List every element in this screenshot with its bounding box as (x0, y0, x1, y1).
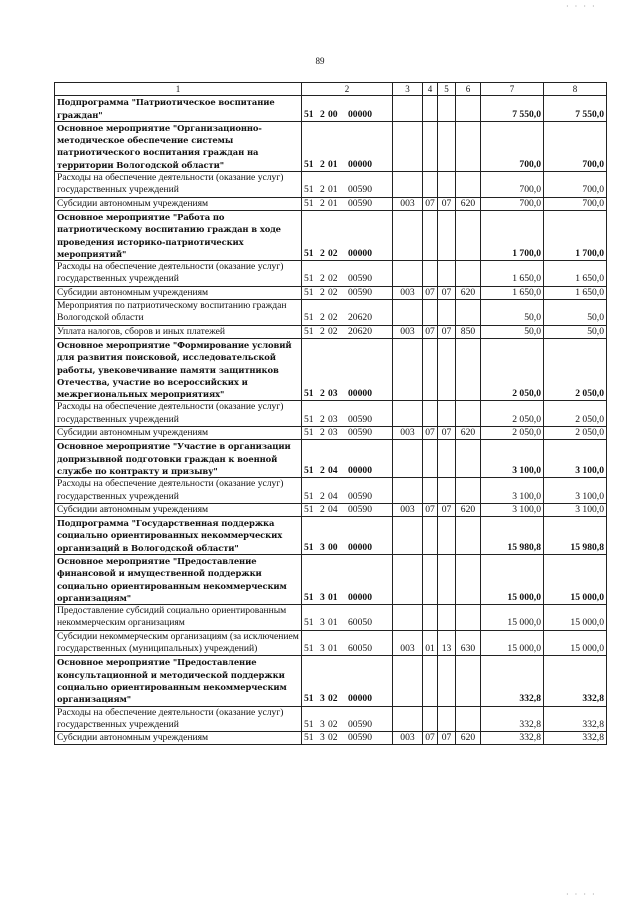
row-section (423, 478, 438, 504)
row-grbs (393, 338, 423, 400)
code-part: 00590 (348, 286, 372, 298)
row-grbs (393, 478, 423, 504)
row-section: 07 (423, 503, 438, 516)
code-part: 02 (328, 312, 338, 324)
row-section (423, 656, 438, 706)
row-section: 07 (423, 286, 438, 299)
row-name: Расходы на обеспечение деятельности (оказание услуг) государственных учреждений (55, 401, 302, 427)
table-row (55, 197, 607, 210)
row-amount-col8: 3 100,0 (544, 440, 607, 478)
row-name: Подпрограмма "Государственная поддержка социально ориентированных некоммерческих организаций в Вологодской области" (55, 517, 302, 555)
row-expense-type (456, 440, 481, 478)
row-amount-col8: 1 650,0 (544, 286, 607, 299)
row-amount-col8: 1 700,0 (544, 210, 607, 260)
row-grbs: 003 (393, 325, 423, 338)
row-amount-col8: 15 000,0 (544, 630, 607, 656)
code-part: 02 (328, 325, 338, 337)
row-amount-col8: 15 000,0 (544, 554, 607, 604)
code-part: 03 (328, 388, 338, 400)
row-subsection: 07 (438, 197, 456, 210)
row-subsection: 07 (438, 732, 456, 745)
row-expense-type: 620 (456, 503, 481, 516)
row-grbs: 003 (393, 197, 423, 210)
row-amount-col8: 3 100,0 (544, 478, 607, 504)
code-part: 2 (320, 427, 325, 439)
code-part: 00590 (348, 718, 372, 730)
row-amount-col7: 3 100,0 (481, 478, 544, 504)
row-target-code (302, 121, 393, 171)
row-amount-col7: 700,0 (481, 121, 544, 171)
code-part: 2 (320, 388, 325, 400)
row-amount-col8: 700,0 (544, 121, 607, 171)
code-part: 51 (304, 693, 314, 705)
code-part: 02 (328, 693, 338, 705)
row-expense-type (456, 706, 481, 732)
row-target-code (302, 517, 393, 555)
row-section (423, 172, 438, 198)
row-expense-type (456, 401, 481, 427)
row-amount-col7: 332,8 (481, 706, 544, 732)
table-row (55, 261, 607, 287)
code-part: 02 (328, 286, 338, 298)
code-part: 00000 (348, 693, 372, 705)
row-section (423, 300, 438, 326)
row-name: Основное мероприятие "Участие в организации допризывной подготовки граждан к военной службе по контракту и призыву" (55, 440, 302, 478)
code-part: 01 (328, 184, 338, 196)
table-row (55, 210, 607, 260)
table-row (55, 172, 607, 198)
row-amount-col8: 332,8 (544, 656, 607, 706)
row-section (423, 261, 438, 287)
row-name: Субсидии некоммерческим организациям (за исключением государственных (муниципальных) учреждений) (55, 630, 302, 656)
row-grbs: 003 (393, 732, 423, 745)
row-subsection: 07 (438, 427, 456, 440)
row-expense-type: 630 (456, 630, 481, 656)
row-target-code (302, 172, 393, 198)
table-row (55, 440, 607, 478)
row-amount-col7: 1 650,0 (481, 261, 544, 287)
code-part: 00590 (348, 503, 372, 515)
row-section (423, 96, 438, 122)
header-cell: 8 (544, 83, 607, 96)
row-target-code (302, 261, 393, 287)
row-name: Субсидии автономным учреждениям (55, 503, 302, 516)
code-part: 2 (320, 158, 325, 170)
code-part: 00590 (348, 197, 372, 209)
code-part: 00 (328, 541, 338, 553)
row-subsection (438, 605, 456, 631)
table-header-row (55, 83, 607, 96)
code-part: 51 (304, 273, 314, 285)
table-row (55, 656, 607, 706)
row-expense-type (456, 554, 481, 604)
row-amount-col7: 700,0 (481, 172, 544, 198)
row-name: Расходы на обеспечение деятельности (оказание услуг) государственных учреждений (55, 172, 302, 198)
row-grbs (393, 96, 423, 122)
code-part: 01 (328, 643, 338, 655)
header-cell: 1 (55, 83, 302, 96)
row-amount-col7: 700,0 (481, 197, 544, 210)
row-amount-col8: 2 050,0 (544, 401, 607, 427)
row-subsection (438, 440, 456, 478)
code-part: 51 (304, 388, 314, 400)
table-row (55, 121, 607, 171)
table-row (55, 286, 607, 299)
code-part: 02 (328, 718, 338, 730)
header-cell: 6 (456, 83, 481, 96)
header-cell: 5 (438, 83, 456, 96)
row-target-code (302, 630, 393, 656)
row-expense-type (456, 517, 481, 555)
scan-mark-top: · · · · (566, 2, 597, 11)
code-part: 2 (320, 413, 325, 425)
row-amount-col8: 700,0 (544, 172, 607, 198)
row-name: Основное мероприятие "Предоставление консультационной и методической поддержки социально ориентированным некоммерческим организациям" (55, 656, 302, 706)
row-target-code (302, 325, 393, 338)
table-row (55, 503, 607, 516)
code-part: 2 (320, 490, 325, 502)
row-amount-col8: 1 650,0 (544, 261, 607, 287)
row-name: Субсидии автономным учреждениям (55, 197, 302, 210)
row-amount-col8: 2 050,0 (544, 338, 607, 400)
row-subsection (438, 96, 456, 122)
row-amount-col8: 2 050,0 (544, 427, 607, 440)
code-part: 51 (304, 503, 314, 515)
code-part: 00590 (348, 732, 372, 744)
code-part: 2 (320, 286, 325, 298)
row-target-code (302, 605, 393, 631)
row-target-code (302, 554, 393, 604)
code-part: 51 (304, 464, 314, 476)
code-part: 2 (320, 312, 325, 324)
row-amount-col7: 15 980,8 (481, 517, 544, 555)
row-grbs (393, 440, 423, 478)
row-target-code (302, 503, 393, 516)
code-part: 00590 (348, 427, 372, 439)
code-part: 51 (304, 617, 314, 629)
code-part: 51 (304, 413, 314, 425)
row-grbs (393, 656, 423, 706)
row-amount-col8: 50,0 (544, 325, 607, 338)
row-subsection: 07 (438, 286, 456, 299)
code-part: 51 (304, 591, 314, 603)
row-subsection (438, 172, 456, 198)
code-part: 04 (328, 490, 338, 502)
row-amount-col7: 2 050,0 (481, 338, 544, 400)
code-part: 00590 (348, 413, 372, 425)
page-number: 89 (315, 56, 325, 66)
header-cell: 2 (302, 83, 393, 96)
row-section (423, 121, 438, 171)
row-expense-type (456, 300, 481, 326)
table-row (55, 300, 607, 326)
code-part: 00590 (348, 184, 372, 196)
row-subsection (438, 210, 456, 260)
row-name: Основное мероприятие "Формирование условий для развития поисковой, исследовательской работы, увековечивание памяти защитников Отечества, участие во всероссийских и межрегиональных мероприятиях" (55, 338, 302, 400)
row-expense-type (456, 210, 481, 260)
row-amount-col7: 15 000,0 (481, 605, 544, 631)
row-grbs (393, 300, 423, 326)
row-amount-col7: 332,8 (481, 656, 544, 706)
table-row (55, 554, 607, 604)
row-expense-type: 850 (456, 325, 481, 338)
row-subsection (438, 478, 456, 504)
row-section: 07 (423, 427, 438, 440)
table-row (55, 732, 607, 745)
table-row (55, 630, 607, 656)
row-section (423, 440, 438, 478)
row-amount-col8: 332,8 (544, 732, 607, 745)
code-part: 02 (328, 273, 338, 285)
code-part: 60050 (348, 617, 372, 629)
code-part: 02 (328, 732, 338, 744)
row-grbs: 003 (393, 503, 423, 516)
row-expense-type: 620 (456, 197, 481, 210)
row-section: 07 (423, 732, 438, 745)
row-name: Расходы на обеспечение деятельности (оказание услуг) государственных учреждений (55, 478, 302, 504)
code-part: 00000 (348, 108, 372, 120)
row-amount-col8: 15 980,8 (544, 517, 607, 555)
code-part: 3 (320, 732, 325, 744)
row-amount-col7: 332,8 (481, 732, 544, 745)
row-grbs (393, 121, 423, 171)
code-part: 3 (320, 693, 325, 705)
code-part: 02 (328, 247, 338, 259)
code-part: 00590 (348, 273, 372, 285)
row-target-code (302, 427, 393, 440)
code-part: 00590 (348, 490, 372, 502)
row-grbs (393, 261, 423, 287)
row-section: 07 (423, 325, 438, 338)
row-expense-type: 620 (456, 427, 481, 440)
row-name: Предоставление субсидий социально ориентированным некоммерческим организациям (55, 605, 302, 631)
code-part: 51 (304, 197, 314, 209)
row-amount-col8: 3 100,0 (544, 503, 607, 516)
row-subsection (438, 554, 456, 604)
row-target-code (302, 478, 393, 504)
row-grbs (393, 210, 423, 260)
code-part: 51 (304, 732, 314, 744)
code-part: 51 (304, 643, 314, 655)
code-part: 51 (304, 718, 314, 730)
table-row (55, 427, 607, 440)
row-amount-col7: 2 050,0 (481, 401, 544, 427)
code-part: 3 (320, 643, 325, 655)
code-part: 00000 (348, 158, 372, 170)
row-grbs (393, 172, 423, 198)
row-amount-col7: 15 000,0 (481, 630, 544, 656)
row-target-code (302, 96, 393, 122)
table-row (55, 478, 607, 504)
row-amount-col7: 50,0 (481, 300, 544, 326)
table-row (55, 338, 607, 400)
row-section (423, 605, 438, 631)
row-grbs: 003 (393, 427, 423, 440)
code-part: 2 (320, 325, 325, 337)
code-part: 3 (320, 617, 325, 629)
row-expense-type (456, 172, 481, 198)
row-section: 01 (423, 630, 438, 656)
code-part: 2 (320, 184, 325, 196)
row-subsection (438, 338, 456, 400)
row-expense-type (456, 605, 481, 631)
code-part: 00000 (348, 541, 372, 553)
row-grbs (393, 554, 423, 604)
row-name: Основное мероприятие "Работа по патриотическому воспитанию граждан в ходе проведения историко-патриотических мероприятий" (55, 210, 302, 260)
row-subsection (438, 300, 456, 326)
row-expense-type (456, 338, 481, 400)
code-part: 01 (328, 158, 338, 170)
row-expense-type (456, 96, 481, 122)
row-amount-col8: 700,0 (544, 197, 607, 210)
code-part: 00000 (348, 591, 372, 603)
code-part: 01 (328, 197, 338, 209)
row-amount-col8: 50,0 (544, 300, 607, 326)
code-part: 00000 (348, 388, 372, 400)
row-expense-type (456, 121, 481, 171)
code-part: 00 (328, 108, 338, 120)
header-cell: 7 (481, 83, 544, 96)
row-amount-col8: 332,8 (544, 706, 607, 732)
row-expense-type (456, 656, 481, 706)
code-part: 3 (320, 591, 325, 603)
row-grbs (393, 401, 423, 427)
row-amount-col7: 50,0 (481, 325, 544, 338)
row-amount-col7: 1 700,0 (481, 210, 544, 260)
table-row (55, 325, 607, 338)
code-part: 51 (304, 247, 314, 259)
code-part: 2 (320, 247, 325, 259)
row-name: Мероприятия по патриотическому воспитанию граждан Вологодской области (55, 300, 302, 326)
code-part: 01 (328, 591, 338, 603)
code-part: 2 (320, 273, 325, 285)
code-part: 51 (304, 184, 314, 196)
row-name: Подпрограмма "Патриотическое воспитание граждан" (55, 96, 302, 122)
row-target-code (302, 300, 393, 326)
code-part: 3 (320, 718, 325, 730)
row-subsection (438, 261, 456, 287)
row-name: Субсидии автономным учреждениям (55, 286, 302, 299)
row-name: Уплата налогов, сборов и иных платежей (55, 325, 302, 338)
row-section (423, 401, 438, 427)
code-part: 60050 (348, 643, 372, 655)
code-part: 2 (320, 197, 325, 209)
header-cell: 4 (423, 83, 438, 96)
row-target-code (302, 286, 393, 299)
code-part: 00000 (348, 247, 372, 259)
row-section (423, 210, 438, 260)
code-part: 51 (304, 490, 314, 502)
row-amount-col7: 7 550,0 (481, 96, 544, 122)
code-part: 2 (320, 464, 325, 476)
code-part: 04 (328, 503, 338, 515)
row-amount-col7: 1 650,0 (481, 286, 544, 299)
code-part: 04 (328, 464, 338, 476)
row-name: Основное мероприятие "Организационно-методическое обеспечение системы патриотического воспитания граждан на территории Вологодской области" (55, 121, 302, 171)
code-part: 01 (328, 617, 338, 629)
row-section (423, 706, 438, 732)
budget-table (54, 82, 607, 745)
row-expense-type (456, 261, 481, 287)
row-subsection: 07 (438, 503, 456, 516)
code-part: 51 (304, 325, 314, 337)
row-target-code (302, 440, 393, 478)
row-name: Расходы на обеспечение деятельности (оказание услуг) государственных учреждений (55, 706, 302, 732)
code-part: 51 (304, 158, 314, 170)
code-part: 03 (328, 427, 338, 439)
code-part: 2 (320, 503, 325, 515)
table-row (55, 706, 607, 732)
code-part: 00000 (348, 464, 372, 476)
row-amount-col7: 15 000,0 (481, 554, 544, 604)
row-section (423, 338, 438, 400)
row-expense-type: 620 (456, 286, 481, 299)
row-name: Субсидии автономным учреждениям (55, 427, 302, 440)
row-grbs (393, 605, 423, 631)
row-subsection (438, 706, 456, 732)
code-part: 51 (304, 312, 314, 324)
row-name: Субсидии автономным учреждениям (55, 732, 302, 745)
row-section: 07 (423, 197, 438, 210)
row-subsection (438, 656, 456, 706)
code-part: 20620 (348, 312, 372, 324)
row-subsection (438, 401, 456, 427)
row-subsection (438, 517, 456, 555)
row-grbs (393, 517, 423, 555)
header-cell: 3 (393, 83, 423, 96)
code-part: 2 (320, 108, 325, 120)
row-name: Расходы на обеспечение деятельности (оказание услуг) государственных учреждений (55, 261, 302, 287)
row-amount-col7: 3 100,0 (481, 503, 544, 516)
row-expense-type: 620 (456, 732, 481, 745)
row-grbs: 003 (393, 286, 423, 299)
row-subsection: 07 (438, 325, 456, 338)
table-row (55, 96, 607, 122)
row-target-code (302, 656, 393, 706)
row-amount-col7: 3 100,0 (481, 440, 544, 478)
row-grbs: 003 (393, 630, 423, 656)
code-part: 51 (304, 286, 314, 298)
row-amount-col7: 2 050,0 (481, 427, 544, 440)
row-target-code (302, 197, 393, 210)
row-target-code (302, 338, 393, 400)
code-part: 51 (304, 541, 314, 553)
code-part: 51 (304, 427, 314, 439)
row-amount-col8: 7 550,0 (544, 96, 607, 122)
scan-mark-bottom: · · · · (566, 890, 597, 899)
row-target-code (302, 706, 393, 732)
row-name: Основное мероприятие "Предоставление финансовой и имущественной поддержки социально ориентированным некоммерческим организациям" (55, 554, 302, 604)
table-row (55, 605, 607, 631)
row-subsection (438, 121, 456, 171)
row-target-code (302, 210, 393, 260)
code-part: 3 (320, 541, 325, 553)
row-section (423, 517, 438, 555)
row-subsection: 13 (438, 630, 456, 656)
row-grbs (393, 706, 423, 732)
table-row (55, 401, 607, 427)
code-part: 51 (304, 108, 314, 120)
table-row (55, 517, 607, 555)
row-section (423, 554, 438, 604)
row-amount-col8: 15 000,0 (544, 605, 607, 631)
row-target-code (302, 401, 393, 427)
code-part: 20620 (348, 325, 372, 337)
code-part: 03 (328, 413, 338, 425)
row-target-code (302, 732, 393, 745)
row-expense-type (456, 478, 481, 504)
